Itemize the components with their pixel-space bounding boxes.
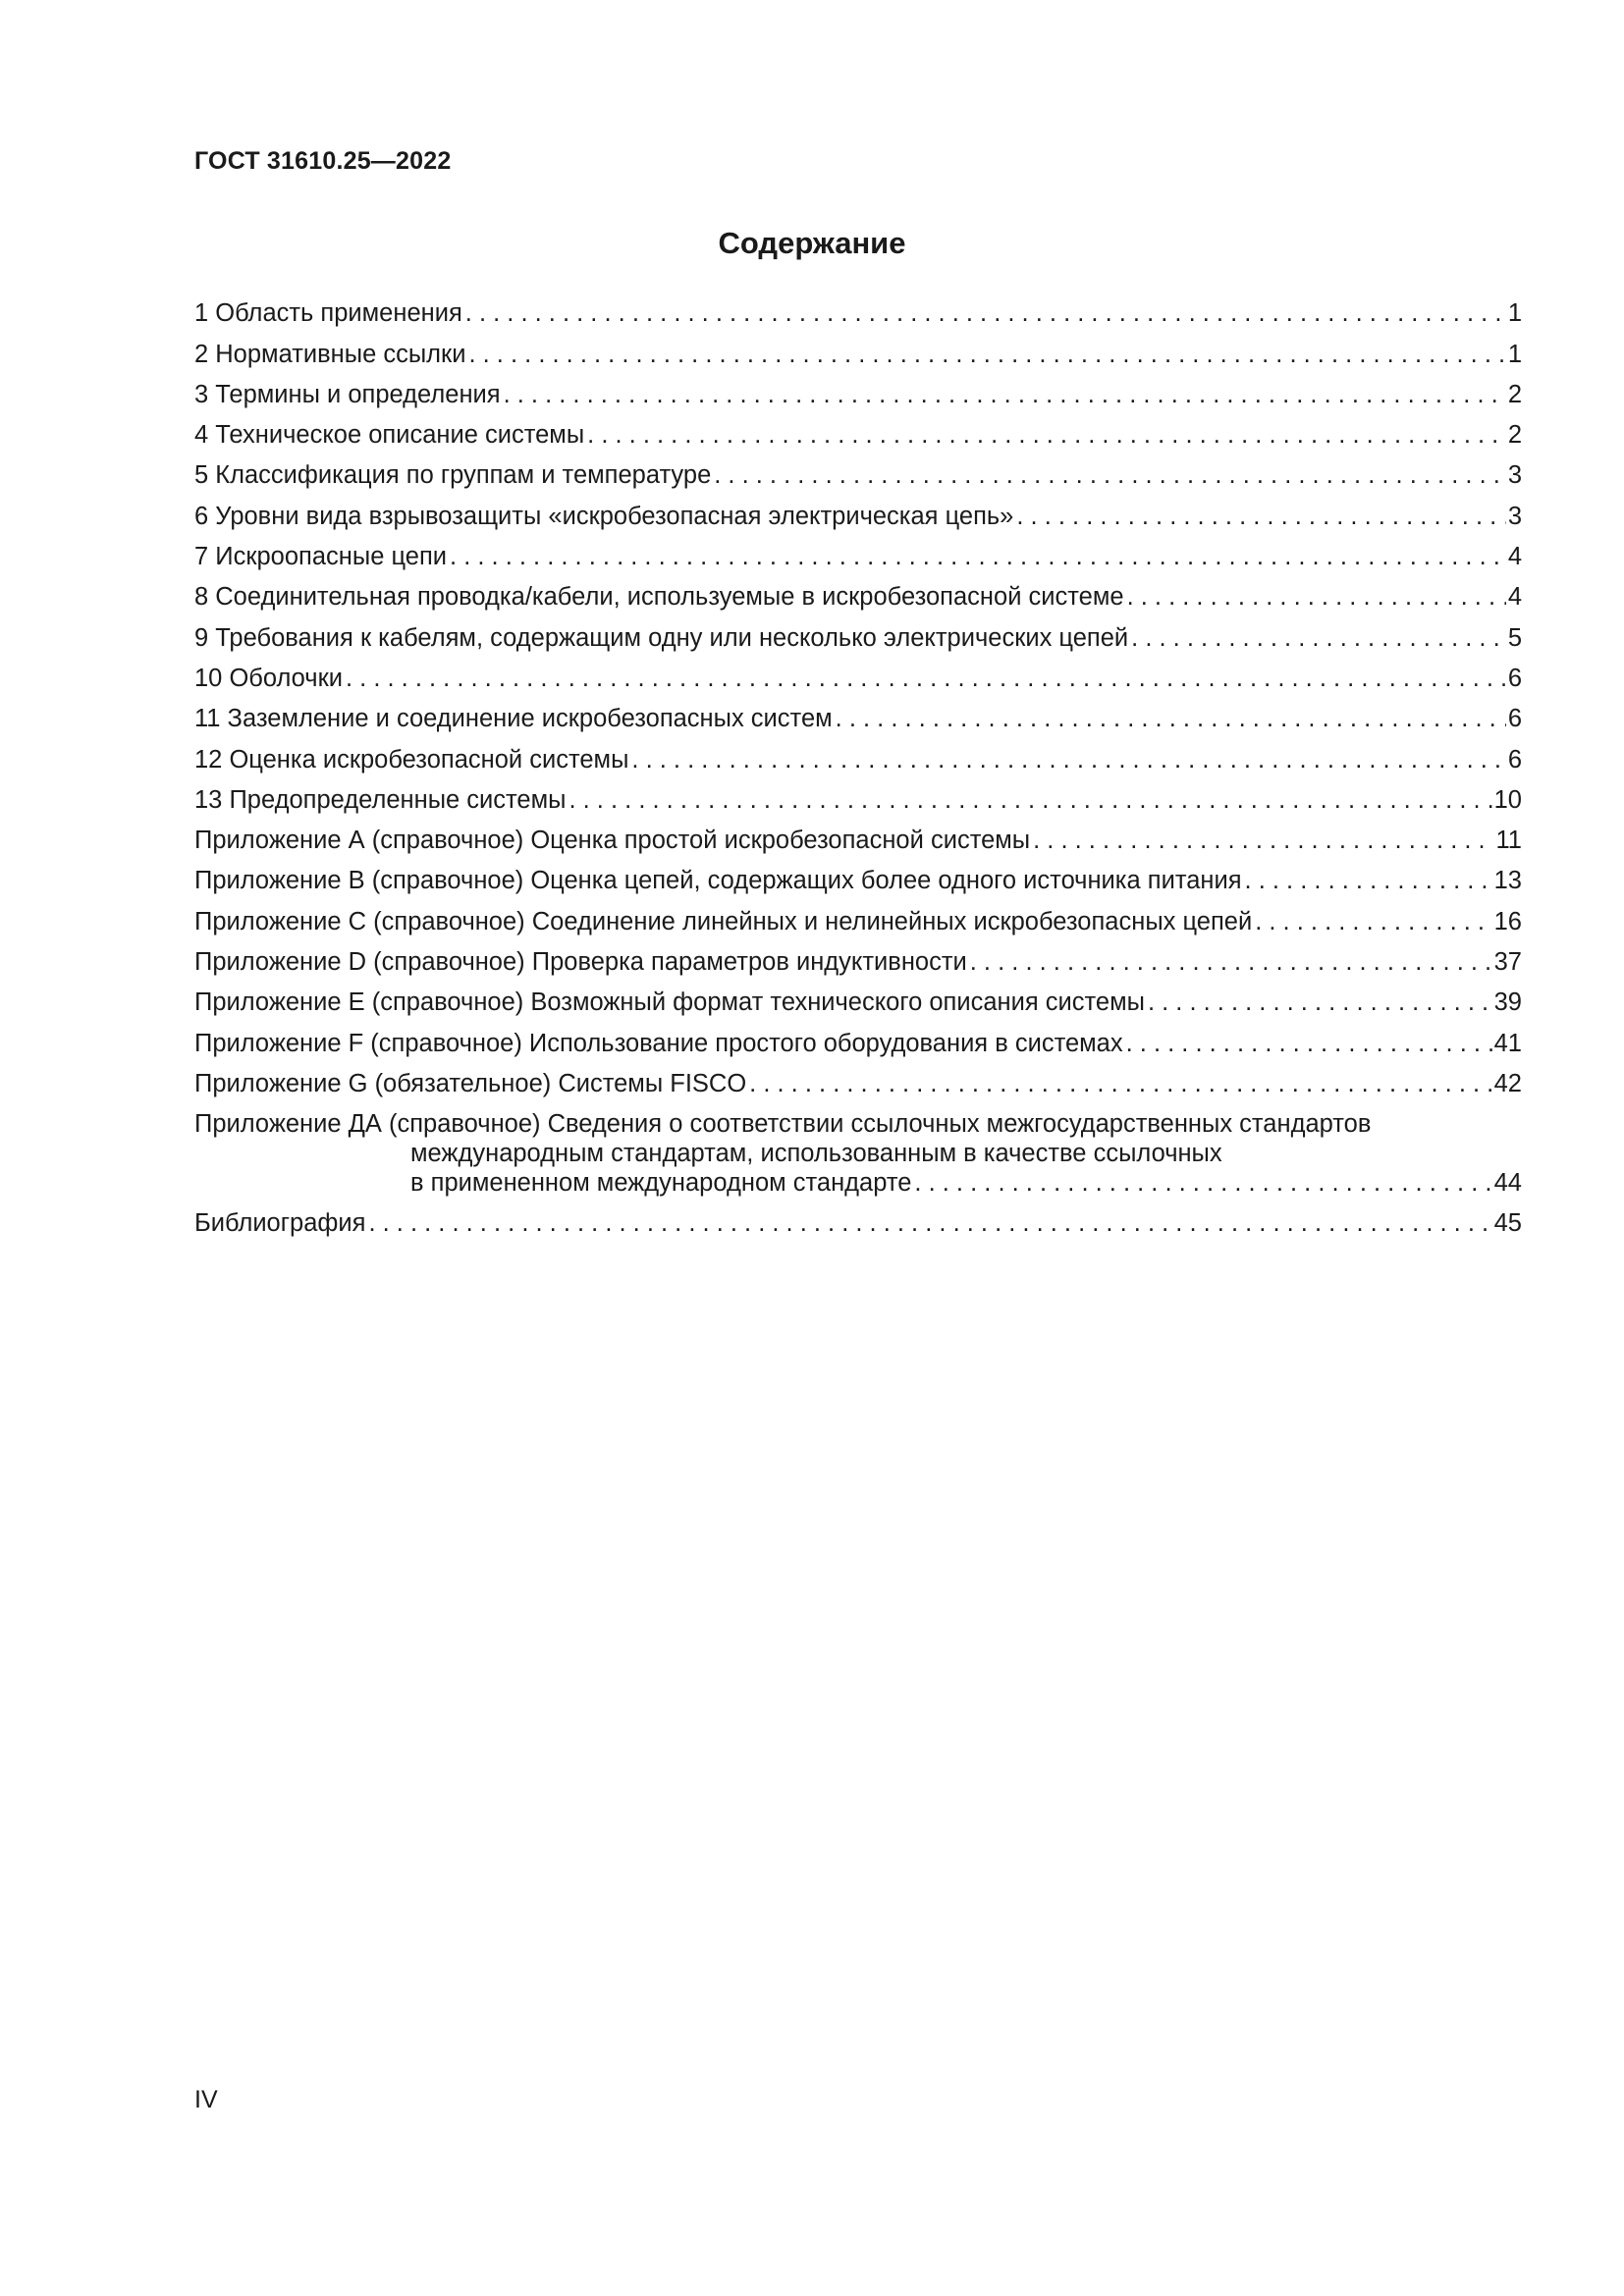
toc-entry-label: 3 Термины и определения — [194, 380, 501, 408]
toc-entry[interactable] — [194, 936, 1522, 977]
toc-entry-page: 39 — [1493, 988, 1522, 1017]
toc-entry-page: 11 — [1495, 827, 1522, 855]
toc-entry-page: 6 — [1507, 705, 1522, 733]
toc-entry[interactable] — [194, 1058, 1522, 1098]
toc-entry-label: 11 Заземление и соединение искробезопасных систем — [194, 705, 833, 733]
toc-entry[interactable] — [194, 450, 1522, 490]
toc-entry-page: 6 — [1507, 664, 1522, 692]
toc-entry[interactable] — [194, 733, 1522, 774]
toc-entry-label: 13 Предопределенные системы — [194, 785, 567, 814]
toc-entry-label: Библиография — [194, 1209, 366, 1238]
toc-entry-page: 44 — [1493, 1168, 1522, 1197]
toc-leader-dots — [1127, 582, 1506, 612]
toc-entry-label: Приложение Е (справочное) Возможный формат технического описания системы — [194, 988, 1145, 1017]
toc-entry-label: Приложение D (справочное) Проверка параметров индуктивности — [194, 948, 967, 977]
toc-leader-dots — [714, 460, 1506, 490]
toc-entry-label: Приложение В (справочное) Оценка цепей, содержащих более одного источника питания — [194, 867, 1242, 895]
toc-entry-label: Приложение С (справочное) Соединение линейных и нелинейных искробезопасных цепей — [194, 907, 1253, 935]
toc-entry-label-line3: в примененном международном стандарте — [410, 1168, 912, 1197]
toc-leader-dots — [970, 947, 1492, 977]
toc-entry[interactable] — [194, 855, 1522, 895]
toc-leader-dots — [749, 1069, 1491, 1098]
toc-entry[interactable] — [194, 693, 1522, 733]
toc-entry-page: 4 — [1507, 543, 1522, 571]
toc-leader-dots — [1033, 826, 1493, 855]
toc-entry-page: 4 — [1507, 583, 1522, 612]
toc-entry[interactable] — [194, 612, 1522, 652]
toc-leader-dots — [450, 542, 1506, 571]
document-code: ГОСТ 31610.25—2022 — [194, 147, 452, 175]
toc-entry-label: 10 Оболочки — [194, 664, 343, 692]
toc-leader-dots — [1245, 866, 1492, 895]
toc-entry-page: 2 — [1507, 380, 1522, 408]
toc-entry-label: 8 Соединительная проводка/кабели, используемые в искробезопасной системе — [194, 583, 1124, 612]
toc-entry[interactable] — [194, 653, 1522, 693]
toc-leader-dots — [1131, 623, 1506, 653]
toc-entry[interactable] — [194, 774, 1522, 815]
toc-entry[interactable] — [194, 328, 1522, 368]
toc-entry-label: 6 Уровни вида взрывозащиты «искробезопасная электрическая цепь» — [194, 502, 1014, 530]
toc-entry-page: 1 — [1507, 340, 1522, 368]
toc-entry-label: 9 Требования к кабелям, содержащим одну или несколько электрических цепей — [194, 623, 1129, 652]
toc-entry-page: 41 — [1493, 1029, 1522, 1057]
toc-entry-page: 6 — [1507, 745, 1522, 774]
toc-leader-dots — [1255, 907, 1491, 936]
toc-entry-label: 12 Оценка искробезопасной системы — [194, 745, 629, 774]
toc-entry-label: 2 Нормативные ссылки — [194, 340, 466, 368]
toc-entry-page: 13 — [1493, 867, 1522, 895]
toc-entry-label: 7 Искроопасные цепи — [194, 543, 448, 571]
toc-leader-dots — [465, 298, 1506, 328]
toc-entry[interactable] — [194, 571, 1522, 612]
toc-leader-dots — [468, 340, 1505, 369]
toc-entry-page: 2 — [1507, 421, 1522, 450]
toc-entry-label: Приложение G (обязательное) Системы FISCO — [194, 1069, 747, 1097]
toc-entry-label-line2: международным стандартам, использованным в качестве ссылочных — [410, 1139, 1222, 1167]
toc-entry-label: Приложение F (справочное) Использование простого оборудования в системах — [194, 1029, 1123, 1057]
toc-entry-page: 1 — [1507, 299, 1522, 328]
toc-entry-label: Приложение А (справочное) Оценка простой искробезопасной системы — [194, 827, 1031, 855]
toc-entry[interactable] — [194, 1017, 1522, 1057]
toc-entry[interactable] — [194, 369, 1522, 409]
toc-entry-bibliography[interactable] — [194, 1198, 1522, 1238]
toc-entry-last-line — [194, 1168, 1522, 1198]
toc-entry-annex-da[interactable] — [194, 1098, 1522, 1198]
toc-entry-page: 10 — [1493, 785, 1522, 814]
toc-leader-dots — [631, 745, 1505, 774]
toc-entry[interactable] — [194, 977, 1522, 1017]
toc-leader-dots — [504, 380, 1506, 409]
toc-entry[interactable] — [194, 531, 1522, 571]
toc-leader-dots — [368, 1208, 1491, 1238]
toc-leader-dots — [1016, 502, 1505, 531]
toc-title: Содержание — [718, 226, 906, 260]
toc-entry-page: 3 — [1507, 461, 1522, 490]
toc-entry-page: 3 — [1507, 502, 1522, 530]
toc-entry-label: 1 Область применения — [194, 299, 462, 328]
toc-entry-page: 16 — [1493, 907, 1522, 935]
toc-entry-label: 5 Классификация по группам и температуре — [194, 461, 712, 490]
toc-entry[interactable] — [194, 288, 1522, 328]
toc-leader-dots — [836, 704, 1506, 733]
toc-leader-dots — [914, 1168, 1491, 1198]
toc-leader-dots — [568, 785, 1491, 815]
page-number: IV — [194, 2086, 218, 2113]
toc-entry[interactable] — [194, 895, 1522, 935]
toc-leader-dots — [346, 664, 1506, 693]
toc-entry-label-line1: Приложение ДА (справочное) Сведения о соответствии ссылочных межгосударственных стандартов — [194, 1109, 1372, 1138]
toc-entry-page: 37 — [1493, 948, 1522, 977]
toc-leader-dots — [1148, 988, 1492, 1017]
toc-entry[interactable] — [194, 815, 1522, 855]
toc-entry-label: 4 Техническое описание системы — [194, 421, 585, 450]
toc-entry[interactable] — [194, 409, 1522, 450]
toc-leader-dots — [1126, 1029, 1492, 1058]
toc-entry-page: 45 — [1493, 1209, 1522, 1238]
toc-entry-page: 42 — [1493, 1069, 1522, 1097]
toc-entry-page: 5 — [1507, 623, 1522, 652]
toc-entry[interactable] — [194, 490, 1522, 530]
table-of-contents — [194, 288, 1522, 1238]
toc-leader-dots — [587, 420, 1506, 450]
